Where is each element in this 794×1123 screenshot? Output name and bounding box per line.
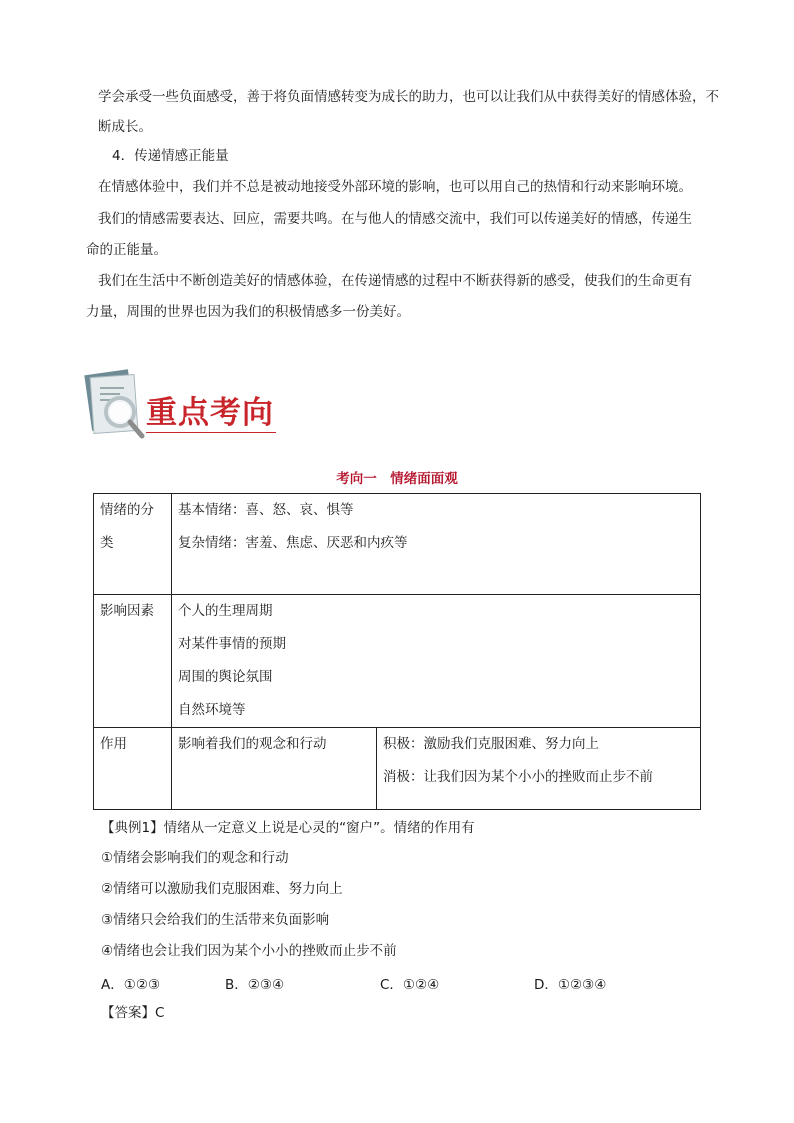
row-content — [172, 595, 701, 728]
row-content — [172, 494, 701, 595]
answer-options — [101, 973, 721, 993]
option-d: D．①②③④ — [534, 977, 607, 993]
section-title: 重点考向 — [146, 395, 274, 431]
table-row — [94, 494, 701, 595]
option-b: B．②③④ — [225, 977, 285, 993]
option-c: C．①②④ — [380, 977, 440, 993]
paragraph-text: 在情感体验中，我们并不总是被动地接受外部环境的影响，也可以用自己的热情和行动来影响环境。 — [98, 179, 692, 195]
paragraph-text: 命的正能量。 — [86, 242, 167, 258]
section-banner — [80, 368, 280, 448]
content-line: 积极：激励我们克服困难、努力向上 — [383, 736, 599, 752]
table-row — [94, 595, 701, 728]
row-content — [377, 728, 701, 810]
example-item: ③情绪只会给我们的生活带来负面影响 — [101, 912, 330, 928]
row-label: 作用 — [94, 728, 172, 810]
example-stem: 【典例1】情绪从一定意义上说是心灵的“窗户”。情绪的作用有 — [101, 820, 475, 836]
example-item: ①情绪会影响我们的观念和行动 — [101, 850, 289, 866]
row-label: 影响因素 — [94, 595, 172, 728]
paragraph-text: 我们的情感需要表达、回应，需要共鸣。在与他人的情感交流中，我们可以传递美好的情感，传递生 — [98, 211, 692, 227]
row-label: 情绪的分类 — [94, 494, 172, 595]
content-line: 复杂情绪：害羞、焦虑、厌恶和内疚等 — [178, 535, 408, 551]
paragraph-text: 力量，周围的世界也因为我们的积极情感多一份美好。 — [86, 304, 410, 320]
paragraph-text: 我们在生活中不断创造美好的情感体验，在传递情感的过程中不断获得新的感受，使我们的生命更有 — [98, 273, 692, 289]
table-caption: 考向一 情绪面面观 — [336, 471, 458, 487]
emotion-table — [93, 493, 701, 810]
table-row — [94, 728, 701, 810]
content-line: 对某件事情的预期 — [178, 636, 286, 652]
row-middle: 影响着我们的观念和行动 — [172, 728, 377, 810]
paragraph-text: 学会承受一些负面感受，善于将负面情感转变为成长的助力，也可以让我们从中获得美好的情感体验，不断成长。 — [98, 89, 719, 135]
content-line: 周围的舆论氛围 — [178, 669, 273, 685]
content-line: 基本情绪：喜、怒、哀、惧等 — [178, 502, 354, 518]
answer-text: 【答案】C — [101, 1005, 165, 1021]
content-line: 自然环境等 — [178, 702, 246, 718]
content-line: 消极：让我们因为某个小小的挫败而止步不前 — [383, 769, 653, 785]
example-item: ④情绪也会让我们因为某个小小的挫败而止步不前 — [101, 943, 397, 959]
example-item: ②情绪可以激励我们克服困难、努力向上 — [101, 881, 343, 897]
subheading: 4．传递情感正能量 — [112, 148, 229, 164]
content-line: 个人的生理周期 — [178, 603, 273, 619]
option-a: A．①②③ — [101, 977, 161, 993]
